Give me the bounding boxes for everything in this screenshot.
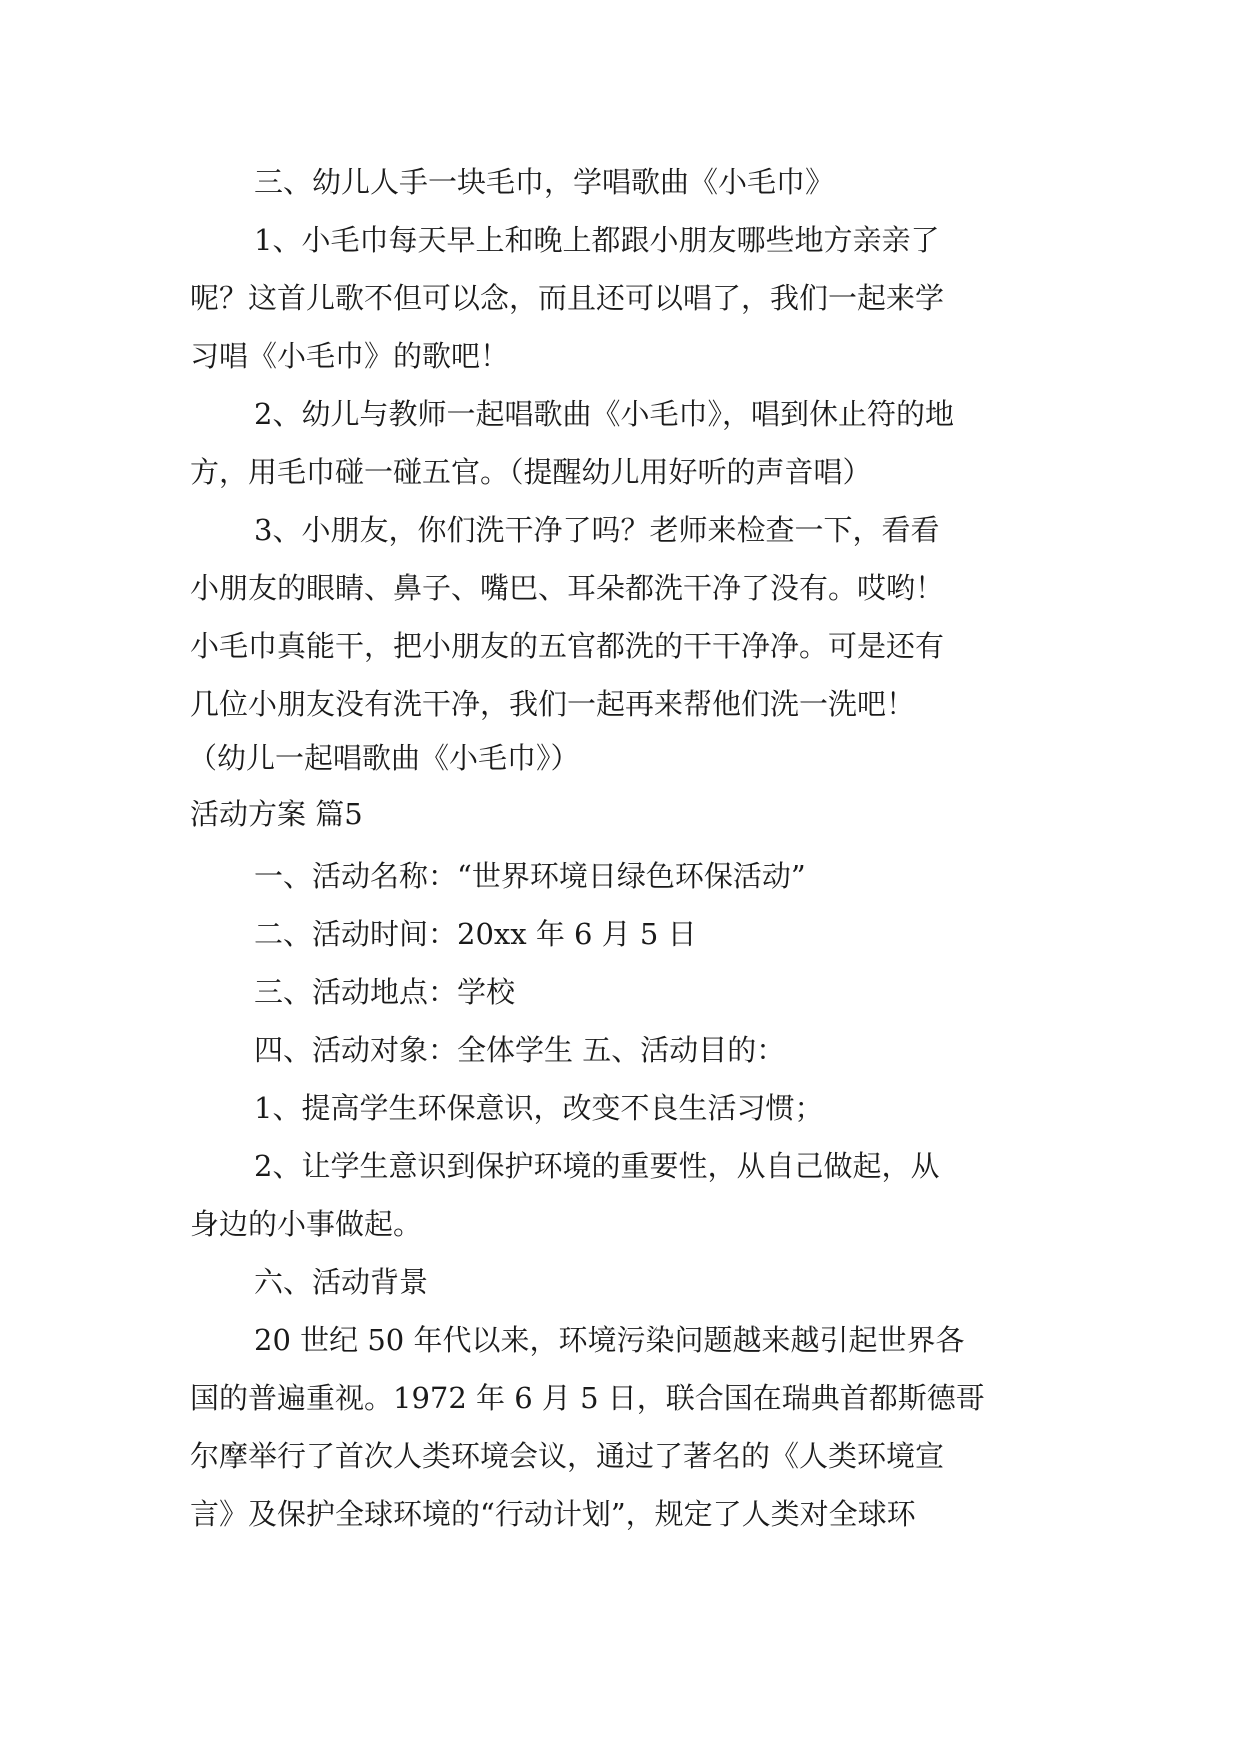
paragraph-line: 六、活动背景	[254, 1265, 429, 1299]
paragraph-line: 国的普遍重视。1972 年 6 月 5 日，联合国在瑞典首都斯德哥	[190, 1381, 985, 1415]
paragraph-line: 身边的小事做起。	[190, 1207, 423, 1241]
paragraph-line: 2、幼儿与教师一起唱歌曲《小毛巾》，唱到休止符的地	[254, 397, 954, 431]
paragraph-line: 呢？这首儿歌不但可以念，而且还可以唱了，我们一起来学	[190, 281, 945, 315]
paragraph-line: （幼儿一起唱歌曲《小毛巾》）	[188, 741, 580, 775]
paragraph-line: 小朋友的眼睛、鼻子、嘴巴、耳朵都洗干净了没有。哎哟！	[190, 571, 945, 605]
paragraph-line: 三、幼儿人手一块毛巾，学唱歌曲《小毛巾》	[254, 165, 835, 199]
paragraph-line: 小毛巾真能干，把小朋友的五官都洗的干干净净。可是还有	[190, 629, 945, 663]
paragraph-line: 尔摩举行了首次人类环境会议，通过了著名的《人类环境宣	[190, 1439, 945, 1473]
paragraph-line: 几位小朋友没有洗干净，我们一起再来帮他们洗一洗吧！	[190, 687, 916, 721]
paragraph-line: 习唱《小毛巾》的歌吧！	[190, 339, 510, 373]
paragraph-line: 1、小毛巾每天早上和晚上都跟小朋友哪些地方亲亲了	[254, 223, 940, 257]
paragraph-line: 2、让学生意识到保护环境的重要性，从自己做起，从	[254, 1149, 940, 1183]
paragraph-line: 20 世纪 50 年代以来，环境污染问题越来越引起世界各	[254, 1323, 965, 1357]
paragraph-line: 一、活动名称：“世界环境日绿色环保活动”	[254, 859, 806, 893]
paragraph-line: 二、活动时间：20xx 年 6 月 5 日	[254, 917, 697, 951]
paragraph-line: 言》及保护全球环境的“行动计划”，规定了人类对全球环	[190, 1497, 916, 1531]
section-heading: 活动方案 篇5	[190, 797, 363, 831]
paragraph-line: 1、提高学生环保意识，改变不良生活习惯；	[254, 1091, 824, 1125]
paragraph-line: 方，用毛巾碰一碰五官。（提醒幼儿用好听的声音唱）	[190, 455, 872, 489]
paragraph-line: 四、活动对象：全体学生 五、活动目的：	[254, 1033, 786, 1067]
paragraph-line: 3、小朋友，你们洗干净了吗？老师来检查一下，看看	[254, 513, 940, 547]
paragraph-line: 三、活动地点：学校	[254, 975, 516, 1009]
